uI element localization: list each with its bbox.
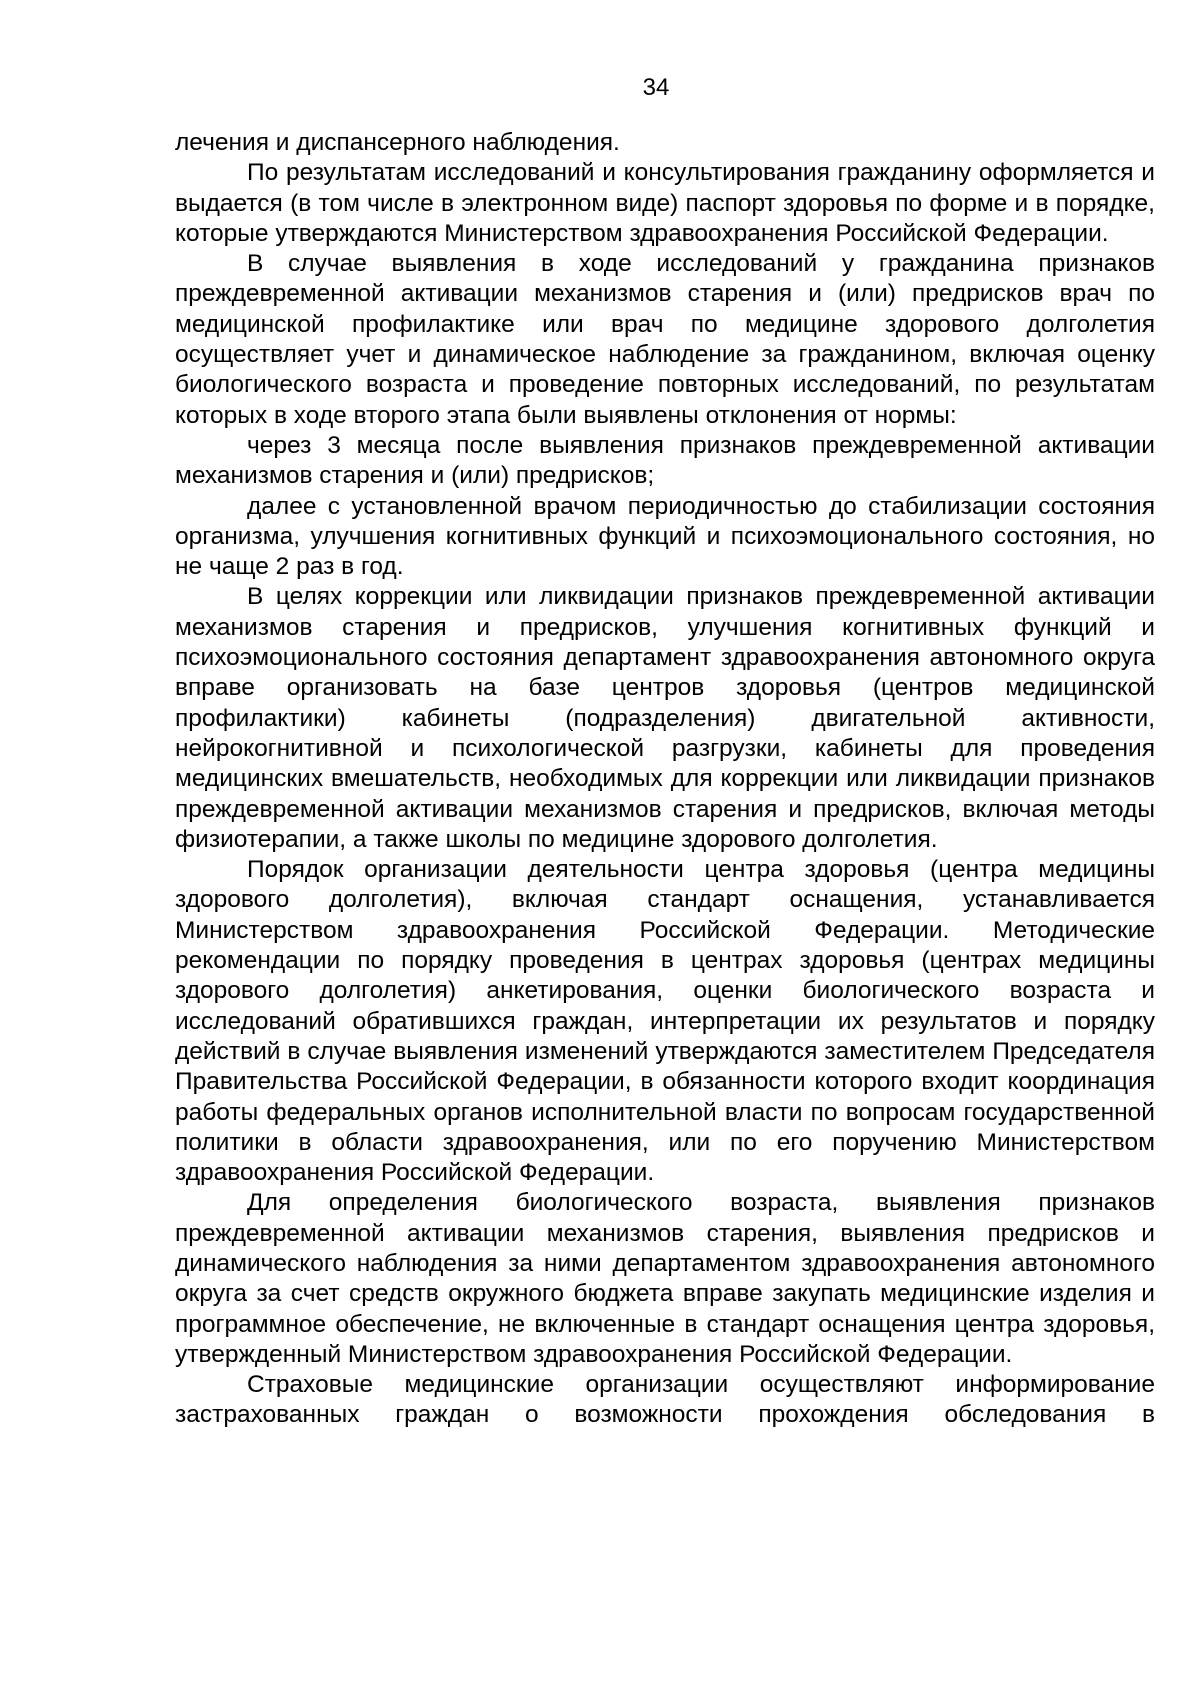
paragraph: В случае выявления в ходе исследований у гражданина признаков преждевременной активации механизмов старения и (или) предрисков врач по медицинской профилактике или врач по медицине здорового долголетия осуществляет учет и динамическое наблюдение за гражданином, включая оценку биологического возраста и проведение повторных исследований, по результатам которых в ходе второго этапа были выявлены отклонения от нормы:	[175, 250, 1155, 429]
paragraph: Порядок организации деятельности центра здоровья (центра медицины здорового долголетия), включая стандарт оснащения, устанавливается Министерством здравоохранения Российской Федерации. Методические рекомендации по порядку проведения в центрах здоровья (центрах медицины здорового долголетия) анкетирования, оценки биологического возраста и исследований обратившихся граждан, интерпретации их результатов и порядку действий в случае выявления изменений утверждаются заместителем Председателя Правительства Российской Федерации, в обязанности которого входит координация работы федеральных органов исполнительной власти по вопросам государственной политики в области здравоохранения, или по его поручению Министерством здравоохранения Российской Федерации.	[175, 856, 1155, 1187]
paragraph: В целях коррекции или ликвидации признаков преждевременной активации механизмов старения и предрисков, улучшения когнитивных функций и психоэмоционального состояния департамент здравоохранения автономного округа вправе организовать на базе центров здоровья (центров медицинской профилактики) кабинеты (подразделения) двигательной активности, нейрокогнитивной и психологической разгрузки, кабинеты для проведения медицинских вмешательств, необходимых для коррекции или ликвидации признаков преждевременной активации механизмов старения и предрисков, включая методы физиотерапии, а также школы по медицине здорового долголетия.	[175, 583, 1155, 853]
paragraph: По результатам исследований и консультирования гражданину оформляется и выдается (в том числе в электронном виде) паспорт здоровья по форме и в порядке, которые утверждаются Министерством здравоохранения Российской Федерации.	[175, 159, 1155, 247]
paragraph: Для определения биологического возраста, выявления признаков преждевременной активации механизмов старения, выявления предрисков и динамического наблюдения за ними департаментом здравоохранения автономного округа за счет средств окружного бюджета вправе закупать медицинские изделия и программное обеспечение, не включенные в стандарт оснащения центра здоровья, утвержденный Министерством здравоохранения Российской Федерации.	[175, 1189, 1155, 1368]
document-body	[175, 128, 1155, 1431]
paragraph: лечения и диспансерного наблюдения.	[175, 129, 620, 156]
page-number: 34	[642, 74, 670, 101]
paragraph: Страховые медицинские организации осуществляют информирование застрахованных граждан о возможности прохождения обследования в	[175, 1371, 1155, 1429]
paragraph: далее с установленной врачом периодичностью до стабилизации состояния организма, улучшения когнитивных функций и психоэмоционального состояния, но не чаще 2 раз в год.	[175, 492, 1155, 581]
paragraph: через 3 месяца после выявления признаков преждевременной активации механизмов старения и (или) предрисков;	[175, 431, 1155, 490]
